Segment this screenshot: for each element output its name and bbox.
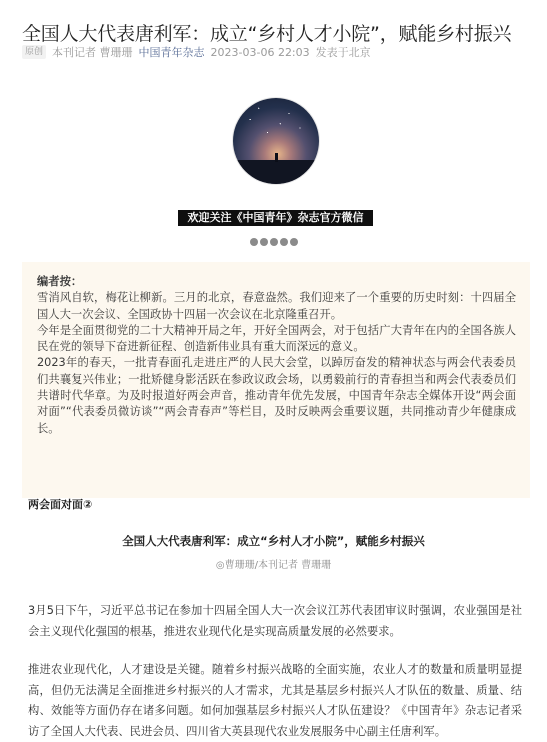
decorative-dots <box>250 238 298 246</box>
person-silhouette <box>275 153 278 162</box>
editor-note-box <box>22 262 530 498</box>
article-title: 全国人大代表唐利军：成立“乡村人才小院”，赋能乡村振兴 <box>22 22 512 45</box>
dot-icon <box>270 238 278 246</box>
dot-icon <box>250 238 258 246</box>
author-name: 本刊记者 曹珊珊 <box>52 46 133 59</box>
body-paragraph: 推进农业现代化，人才建设是关键。随着乡村振兴战略的全面实施，农业人才的数量和质量明显提高，但仍无法满足全面推进乡村振兴的人才需求，尤其是基层乡村振兴人才队伍的数量、质量、结构、效能等方面仍存在诸多问题。如何加强基层乡村振兴人才队伍建设？《中国青年》杂志记者采访了全国人大代表、民进会员、四川省大英县现代农业发展服务中心副主任唐利军。 <box>28 663 522 738</box>
body-paragraph: 3月5日下午，习近平总书记在参加十四届全国人大一次会议江苏代表团审议时强调，农业强国是社会主义现代化强国的根基，推进农业现代化是实现高质量发展的必然要求。 <box>28 604 522 638</box>
welcome-banner: 欢迎关注《中国青年》杂志官方微信 <box>178 210 373 226</box>
account-name-link[interactable]: 中国青年杂志 <box>138 46 205 59</box>
header-image <box>233 98 319 184</box>
original-badge: 原创 <box>22 45 46 59</box>
editor-note-paragraph: 2023年的春天，一批青春面孔走进庄严的人民大会堂，以踔厉奋发的精神状态与两会代表委员们共襄复兴伟业；一批矫健身影活跃在参政议政会场，以勇毅前行的青春担当和两会代表委员们共谱时代华章。为及时报道好两会声音，推动青年优先发展，中国青年杂志全媒体开设“两会面对面”“代表委员微访谈”“两会青春声”等栏目，及时反映两会重要议题，共同推动青少年健康成长。 <box>37 356 516 435</box>
article-subtitle: 全国人大代表唐利军：成立“乡村人才小院”，赋能乡村振兴 <box>122 534 425 548</box>
editor-note-paragraph: 雪消风自软，梅花让柳新。三月的北京，春意盎然。我们迎来了一个重要的历史时刻：十四届全国人大一次会议、全国政协十四届一次会议在北京隆重召开。 <box>37 291 516 321</box>
publish-datetime: 2023-03-06 22:03 <box>210 45 310 59</box>
publish-location: 发表于北京 <box>315 46 371 59</box>
editor-note-paragraph: 今年是全面贯彻党的二十大精神开局之年，开好全国两会，对于包括广大青年在内的全国各族人民在党的领导下奋进新征程、创造新伟业具有重大而深远的意义。 <box>37 323 516 354</box>
dot-icon <box>260 238 268 246</box>
section-label: 两会面对面② <box>28 498 93 511</box>
dot-icon <box>280 238 288 246</box>
article-byline: ◎曹珊珊/本刊记者 曹珊珊 <box>215 560 332 571</box>
article-meta <box>22 44 371 60</box>
dot-icon <box>290 238 298 246</box>
editor-note-label: 编者按： <box>37 275 83 288</box>
